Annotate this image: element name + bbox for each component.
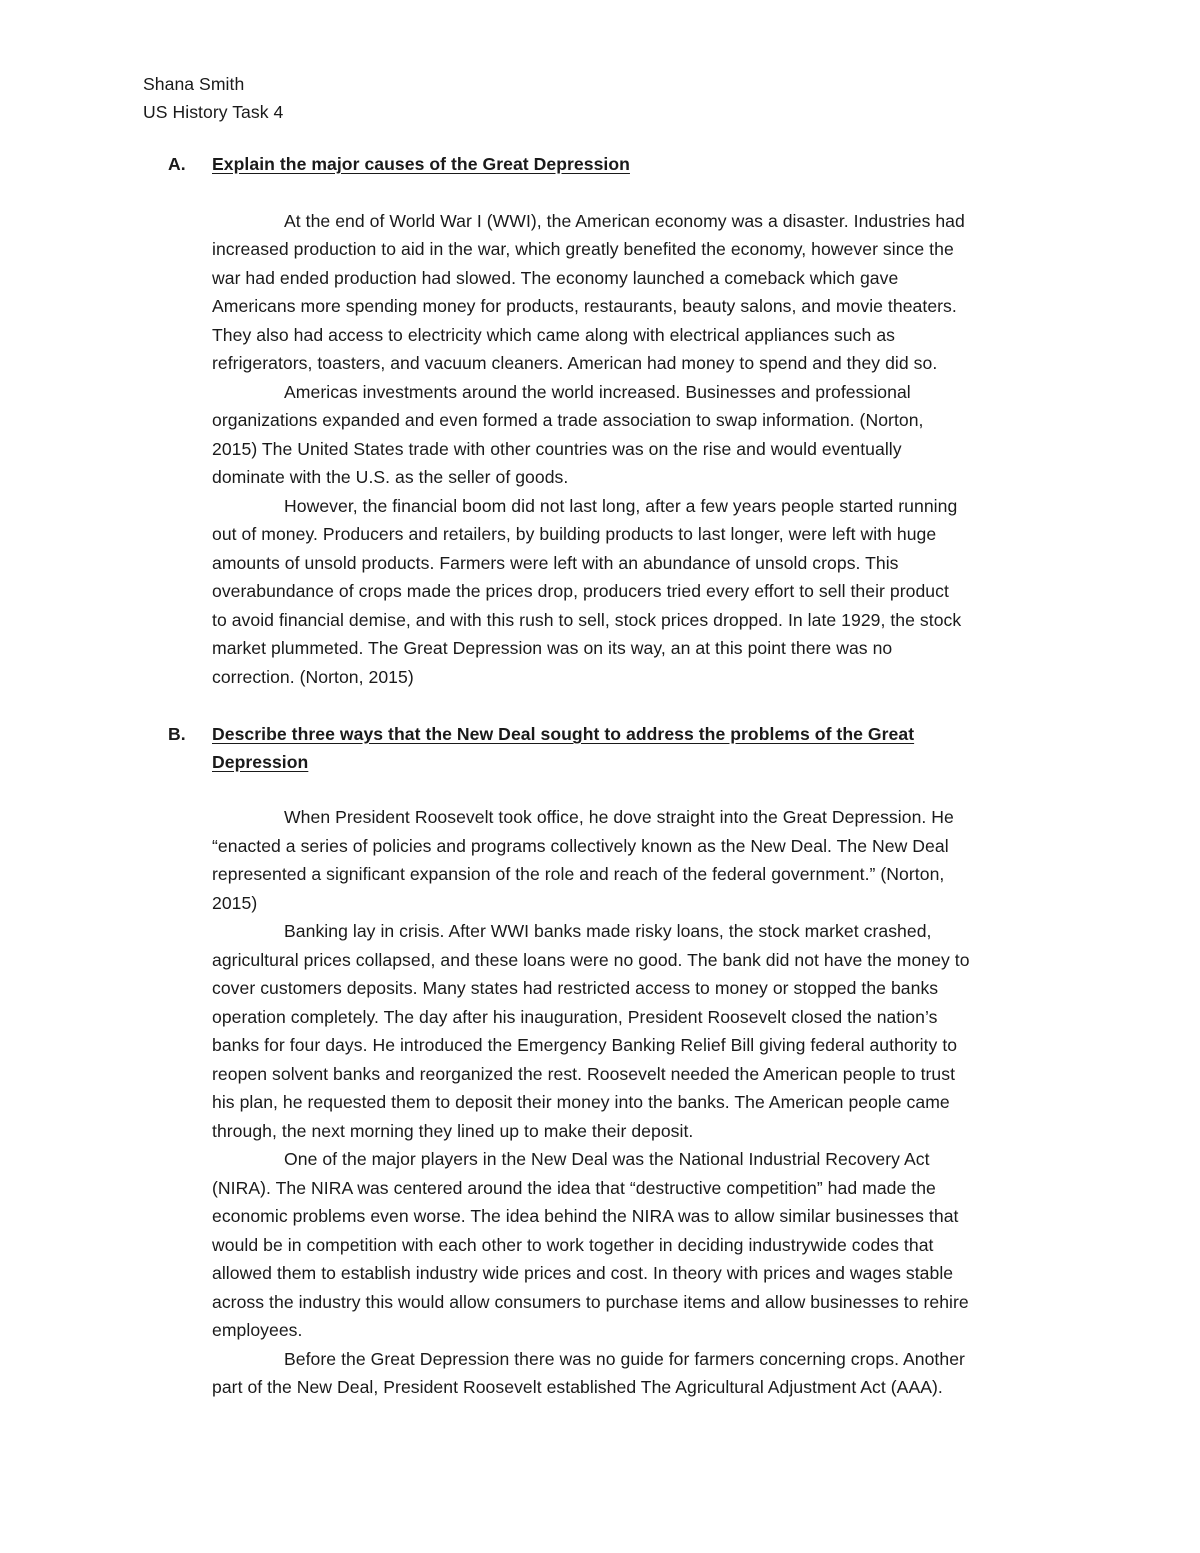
section-b-line: banks for four days. He introduced the Emergency Banking Relief Bill giving federal authority to	[212, 1035, 958, 1055]
author-name: Shana Smith	[143, 74, 245, 94]
section-a-line: At the end of World War I (WWI), the American economy was a disaster. Industries had	[284, 211, 965, 231]
section-b-line: agricultural prices collapsed, and these loans were no good. The bank did not have the money to	[212, 950, 970, 970]
section-a-line: However, the financial boom did not last long, after a few years people started running	[284, 496, 958, 516]
section-b-line: would be in competition with each other to work together in deciding industrywide codes that	[212, 1235, 934, 1255]
section-b-line: operation completely. The day after his inauguration, President Roosevelt closed the nation’s	[212, 1007, 938, 1027]
section-a-heading: Explain the major causes of the Great Depression	[212, 154, 630, 174]
section-a-line: to avoid financial demise, and with this rush to sell, stock prices dropped. In late 1929, the stock	[212, 610, 962, 630]
section-a-marker: A.	[168, 154, 186, 174]
section-a-line: increased production to aid in the war, which greatly benefited the economy, however since the	[212, 239, 954, 259]
section-a-line: dominate with the U.S. as the seller of goods.	[212, 467, 569, 487]
section-a-line: 2015) The United States trade with other countries was on the rise and would eventually	[212, 439, 902, 459]
section-a-line: overabundance of crops made the prices drop, producers tried every effort to sell their product	[212, 581, 949, 601]
section-b-line: his plan, he requested them to deposit their money into the banks. The American people came	[212, 1092, 950, 1112]
section-a-line: organizations expanded and even formed a trade association to swap information. (Norton,	[212, 410, 924, 430]
section-b-line: through, the next morning they lined up to make their deposit.	[212, 1121, 694, 1141]
section-b-line: One of the major players in the New Deal was the National Industrial Recovery Act	[284, 1149, 930, 1169]
section-b-line: part of the New Deal, President Roosevelt established The Agricultural Adjustment Act (AAA).	[212, 1377, 943, 1397]
section-b-line: represented a significant expansion of the role and reach of the federal government.” (Norton,	[212, 864, 945, 884]
section-b-line: economic problems even worse. The idea behind the NIRA was to allow similar businesses that	[212, 1206, 959, 1226]
course-title: US History Task 4	[143, 102, 284, 122]
section-b-line: Banking lay in crisis. After WWI banks made risky loans, the stock market crashed,	[284, 921, 932, 941]
section-a-line: refrigerators, toasters, and vacuum cleaners. American had money to spend and they did so.	[212, 353, 938, 373]
section-a-line: They also had access to electricity which came along with electrical appliances such as	[212, 325, 896, 345]
section-b-heading-continued: Depression	[212, 752, 309, 772]
section-b-line: When President Roosevelt took office, he dove straight into the Great Depression. He	[284, 807, 954, 827]
section-a-line: Americas investments around the world increased. Businesses and professional	[284, 382, 911, 402]
section-a-line: amounts of unsold products. Farmers were left with an abundance of unsold crops. This	[212, 553, 899, 573]
section-a-line: war had ended production had slowed. The economy launched a comeback which gave	[212, 268, 899, 288]
section-b-marker: B.	[168, 724, 186, 744]
section-b-heading: Describe three ways that the New Deal sought to address the problems of the Great	[212, 724, 915, 744]
section-a-line: market plummeted. The Great Depression was on its way, an at this point there was no	[212, 638, 893, 658]
section-b-line: cover customers deposits. Many states had restricted access to money or stopped the banks	[212, 978, 939, 998]
section-a-line: correction. (Norton, 2015)	[212, 667, 414, 687]
section-a-line: out of money. Producers and retailers, by building products to last longer, were left with huge	[212, 524, 937, 544]
section-b-line: Before the Great Depression there was no guide for farmers concerning crops. Another	[284, 1349, 965, 1369]
section-b-line: 2015)	[212, 893, 258, 913]
section-b-line: (NIRA). The NIRA was centered around the idea that “destructive competition” had made the	[212, 1178, 936, 1198]
section-b-line: across the industry this would allow consumers to purchase items and allow businesses to rehire	[212, 1292, 969, 1312]
section-b-line: “enacted a series of policies and programs collectively known as the New Deal. The New Deal	[212, 836, 949, 856]
section-b-line: reopen solvent banks and reorganized the rest. Roosevelt needed the American people to trust	[212, 1064, 956, 1084]
section-b-line: allowed them to establish industry wide prices and cost. In theory with prices and wages stable	[212, 1263, 954, 1283]
section-b-line: employees.	[212, 1320, 303, 1340]
section-a-line: Americans more spending money for products, restaurants, beauty salons, and movie theaters.	[212, 296, 957, 316]
